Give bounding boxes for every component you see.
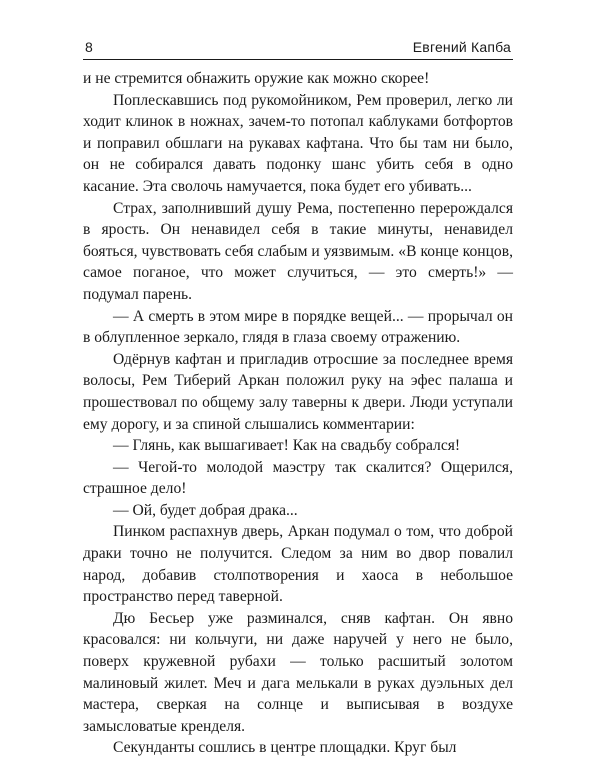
book-author: Евгений Капба <box>412 39 511 55</box>
page-number: 8 <box>85 39 93 55</box>
paragraph-9: Пинком распахнув дверь, Аркан подумал о том, что доброй драки точно не получится. Следом за ним во двор повалил народ, добавив столпотворения и хаоса в небольшое пространство перед таверной. <box>83 523 513 606</box>
paragraph-6: — Глянь, как вышагивает! Как на свадьбу собрался! <box>113 437 461 455</box>
paragraph-2: Поплескавшись под рукомойником, Рем проверил, легко ли ходит клинок в ножнах, зачем-то потопал каблуками ботфортов и поправил обшлаги на рукавах кафтана. Что бы там ни было, он не собирался давать подонку шанс убить себя в одно касание. Эта сволочь намучается, пока будет его убивать... <box>83 91 513 195</box>
paragraph-7: — Чегой-то молодой маэстру так скалится? Ощерился, страшное дело! <box>83 458 513 498</box>
body-text <box>83 68 513 759</box>
paragraph-3: Страх, заполнивший душу Рема, постепенно перерождался в ярость. Он ненавидел себя в такие минуты, ненавидел бояться, чувствовать себя слабым и уязвимым. «В конце концов, самое поганое, что может случиться, — это смерть!» — подумал парень. <box>83 199 513 303</box>
paragraph-4: — А смерть в этом мире в порядке вещей... — прорычал он в облупленное зеркало, глядя в глаза своему отражению. <box>83 307 513 347</box>
paragraph-11: Секунданты сошлись в центре площадки. Круг был <box>113 739 457 757</box>
paragraph-8: — Ой, будет добрая драка... <box>113 501 298 519</box>
paragraph-10: Дю Бесьер уже разминался, сняв кафтан. Он явно красовался: ни кольчуги, ни даже наручей у него не было, поверх кружевной рубахи — только расшитый золотом малиновый жилет. Меч и дага мелькали в руках дуэльных дел мастера, сверкая на солнце и выписывая в воздухе замысловатые кренделя. <box>83 609 513 735</box>
book-page <box>83 38 513 759</box>
running-header <box>83 38 513 60</box>
paragraph-5: Одёрнув кафтан и пригладив отросшие за последнее время волосы, Рем Тиберий Аркан положил руку на эфес палаша и прошествовал по общему залу таверны к двери. Люди уступали ему дорогу, и за спиной слышались комментарии: <box>83 350 513 433</box>
paragraph-1: и не стремится обнажить оружие как можно скорее! <box>83 70 430 87</box>
